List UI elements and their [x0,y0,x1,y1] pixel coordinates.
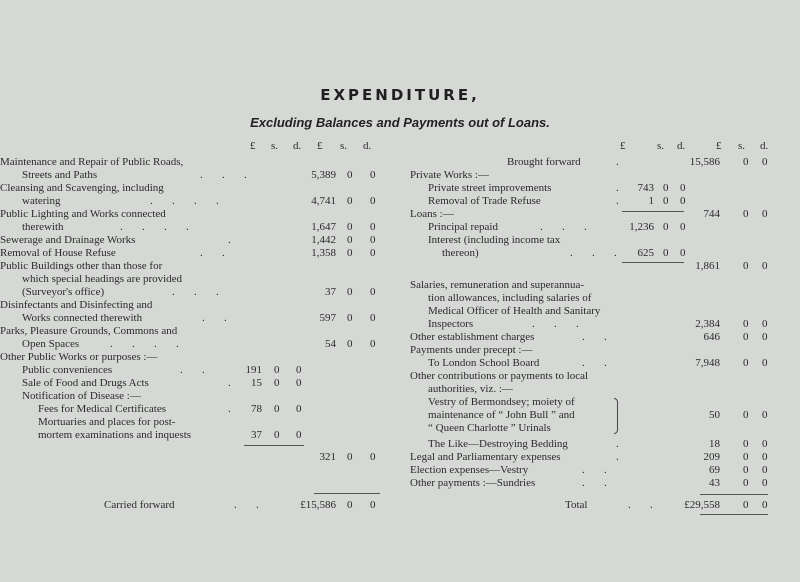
pence: 0 [680,221,686,233]
pence: 0 [370,312,376,324]
row-label: Election expenses—Vestry [410,464,529,476]
shillings: 0 [347,312,353,324]
amount: 69 [709,464,720,476]
row-label: To London School Board [428,357,540,369]
row-label: therewith [22,221,64,233]
pence: 0 [370,338,376,350]
pence: 0 [370,221,376,233]
row-label: thereon) [442,247,479,259]
shillings: 0 [743,208,749,220]
pence: 0 [762,156,768,168]
section-heading: Other Public Works or purposes :— [0,351,158,363]
amount: 18 [709,438,720,450]
row-label: Public Lighting and Works connected [0,208,166,220]
amount: 625 [637,247,654,259]
header-shilling: s. [657,140,665,152]
row-label: watering [22,195,61,207]
amount: 1,647 [311,221,336,233]
shillings: 0 [347,338,353,350]
page-subtitle: Excluding Balances and Payments out of Loans. [250,115,550,130]
shillings: 0 [743,451,749,463]
pence: 0 [680,195,686,207]
total-rule [314,493,380,494]
shillings: 0 [663,182,669,194]
row-label: Public conveniences [22,364,113,376]
shillings: 0 [743,331,749,343]
shillings: 0 [347,499,353,511]
row-label: tion allowances, including salaries of [428,292,592,304]
row-label: mortem examinations and inquests [38,429,192,441]
pence: 0 [370,451,376,463]
header-pound: £ [716,140,722,152]
pence: 0 [762,260,768,272]
pence: 0 [370,169,376,181]
leader-dots: . [616,438,619,450]
amount: 43 [709,477,720,489]
leader-dots: . . . . [110,338,179,350]
row-label: Disinfectants and Disinfecting and [0,299,153,311]
amount: 743 [637,182,654,194]
leader-dots: . . [628,499,653,511]
header-pence: d. [677,140,686,152]
row-label: Salaries, remuneration and superannua- [410,279,585,291]
row-label: Sewerage and Drainage Works [0,234,136,246]
pence: 0 [296,364,302,376]
amount: 191 [245,364,262,376]
row-label: Legal and Parliamentary expenses [410,451,561,463]
shillings: 0 [663,195,669,207]
section-heading: Notification of Disease :— [22,390,141,402]
pence: 0 [762,409,768,421]
pence: 0 [370,234,376,246]
leader-dots: . . [200,247,225,259]
leader-dots: . [616,451,619,463]
amount: 50 [709,409,720,421]
pence: 0 [762,451,768,463]
shillings: 0 [347,169,353,181]
row-label: Cleansing and Scavenging, including [0,182,164,194]
row-label: Principal repaid [428,221,498,233]
pence: 0 [370,247,376,259]
total-amount: £29,558 [684,499,720,511]
pence: 0 [762,208,768,220]
leader-dots: . . . . [120,221,189,233]
leader-dots: . . . [200,169,247,181]
leader-dots: . . [202,312,227,324]
leader-dots: . . [582,357,607,369]
carried-forward-amount: £15,586 [300,499,336,511]
amount: 1 [648,195,654,207]
header-pence: d. [760,140,769,152]
section-heading: Loans :— [410,208,454,220]
shillings: 0 [663,247,669,259]
pence: 0 [762,464,768,476]
amount: 7,948 [695,357,720,369]
leader-dots: . [228,403,231,415]
pence: 0 [370,286,376,298]
header-pence: d. [293,140,302,152]
shillings: 0 [743,477,749,489]
row-label: Streets and Paths [22,169,98,181]
shillings: 0 [347,234,353,246]
shillings: 0 [347,247,353,259]
shillings: 0 [347,195,353,207]
total-label: Total [565,499,588,511]
leader-dots: . . . [570,247,617,259]
shillings: 0 [743,438,749,450]
leader-dots: . . . . [150,195,219,207]
header-pound: £ [620,140,626,152]
row-label: maintenance of “ John Bull ” and [428,409,575,421]
total-rule [700,494,768,495]
amount: 5,389 [311,169,336,181]
amount: 1,358 [311,247,336,259]
leader-dots: . [616,156,619,168]
leader-dots: . . [582,477,607,489]
pence: 0 [680,247,686,259]
row-label: Mortuaries and places for post- [38,416,176,428]
subtotal-amount: 321 [319,451,336,463]
row-label: Inspectors [428,318,474,330]
shillings: 0 [274,377,280,389]
carried-forward-label: Carried forward [104,499,175,511]
row-label: (Surveyor's office) [22,286,105,298]
amount: 209 [703,451,720,463]
shillings: 0 [743,464,749,476]
amount: 646 [703,331,720,343]
row-label: Interest (including income tax [428,234,561,246]
row-label: Sale of Food and Drugs Acts [22,377,149,389]
pence: 0 [680,182,686,194]
header-pence: d. [363,140,372,152]
row-label: Other payments :—Sundries [410,477,536,489]
brought-forward-label: Brought forward [507,156,581,168]
leader-dots: . [228,377,231,389]
leader-dots: . [616,195,619,207]
pence: 0 [370,195,376,207]
section-heading: Private Works :— [410,169,489,181]
pence: 0 [762,477,768,489]
total-double-rule [700,514,768,515]
leader-dots: . . [582,464,607,476]
row-label: Other contributions or payments to local [410,370,589,382]
shillings: 0 [743,357,749,369]
row-label: authorities, viz. :— [428,383,513,395]
row-label: Removal of House Refuse [0,247,116,259]
leader-dots: . [616,182,619,194]
subtotal-rule [622,262,684,263]
leader-dots: . . . [172,286,219,298]
row-label: Public Buildings other than those for [0,260,163,272]
row-label: Medical Officer of Health and Sanitary [428,305,601,317]
private-works-total: 744 [703,208,720,220]
row-label: Open Spaces [22,338,80,350]
amount: 37 [325,286,336,298]
row-label: which special headings are provided [22,273,183,285]
shillings: 0 [743,409,749,421]
pence: 0 [762,438,768,450]
row-label: Parks, Pleasure Grounds, Commons and [0,325,178,337]
shillings: 0 [274,403,280,415]
pence: 0 [296,377,302,389]
amount: 15 [251,377,262,389]
row-label: Vestry of Bermondsey; moiety of [428,396,575,408]
amount: 1,236 [629,221,654,233]
bracket [614,398,618,434]
header-pound: £ [250,140,256,152]
row-label: Maintenance and Repair of Public Roads, [0,156,184,168]
shillings: 0 [347,451,353,463]
row-label: Works connected therewith [22,312,143,324]
section-heading: Payments under precept :— [410,344,533,356]
row-label: Other establishment charges [410,331,535,343]
header-pound: £ [317,140,323,152]
pence: 0 [296,403,302,415]
row-label: The Like—Destroying Bedding [428,438,568,450]
amount: 78 [251,403,262,415]
header-shilling: s. [738,140,746,152]
leader-dots: . . [180,364,205,376]
leader-dots: . [228,234,231,246]
amount: 1,442 [311,234,336,246]
shillings: 0 [743,499,749,511]
leader-dots: . . . [540,221,587,233]
pence: 0 [762,331,768,343]
pence: 0 [370,499,376,511]
row-label: “ Queen Charlotte ” Urinals [428,422,551,434]
shillings: 0 [743,318,749,330]
amount: 4,741 [311,195,336,207]
pence: 0 [762,499,768,511]
shillings: 0 [347,221,353,233]
loans-total: 1,861 [695,260,720,272]
brought-forward-amount: 15,586 [689,156,720,168]
subtotal-rule [244,445,304,446]
amount: 37 [251,429,262,441]
shillings: 0 [743,156,749,168]
pence: 0 [762,357,768,369]
shillings: 0 [347,286,353,298]
pence: 0 [296,429,302,441]
amount: 597 [319,312,336,324]
leader-dots: . . [582,331,607,343]
header-shilling: s. [271,140,279,152]
page-title: EXPENDITURE, [320,86,480,104]
amount: 2,384 [695,318,720,330]
pence: 0 [762,318,768,330]
amount: 54 [325,338,336,350]
subtotal-rule [622,211,684,212]
header-shilling: s. [340,140,348,152]
leader-dots: . . [234,499,259,511]
shillings: 0 [274,364,280,376]
row-label: Removal of Trade Refuse [428,195,541,207]
row-label: Fees for Medical Certificates [38,403,166,415]
shillings: 0 [274,429,280,441]
row-label: Private street improvements [428,182,552,194]
leader-dots: . . . [532,318,579,330]
shillings: 0 [743,260,749,272]
shillings: 0 [663,221,669,233]
